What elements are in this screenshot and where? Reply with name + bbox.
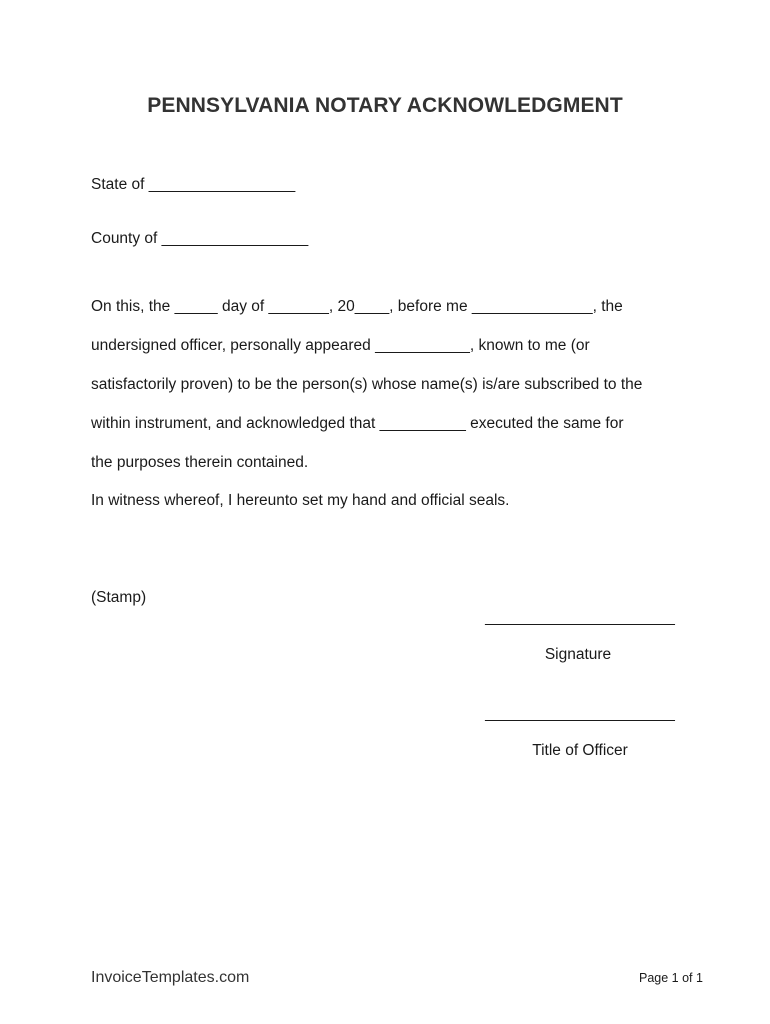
body-line-2: undersigned officer, personally appeared ___________, known to me (or (91, 337, 590, 354)
body-line-1: On this, the _____ day of _______, 20____, before me ______________, the (91, 298, 623, 315)
signature-rule: ______________________ (485, 609, 675, 626)
body-line-5: the purposes therein contained. (91, 454, 309, 471)
officer-rule: ______________________ (485, 705, 675, 722)
stamp-label: (Stamp) (91, 589, 147, 606)
county-of-line: County of _________________ (91, 230, 309, 247)
body-line-4: within instrument, and acknowledged that __________ executed the same for (91, 415, 624, 432)
signature-label: Signature (544, 646, 612, 663)
body-line-3: satisfactorily proven) to be the person(s) whose name(s) is/are subscribed to the (91, 376, 643, 393)
officer-title-label: Title of Officer (532, 742, 628, 759)
state-of-line: State of _________________ (91, 176, 296, 193)
document-title: PENNSYLVANIA NOTARY ACKNOWLEDGMENT (147, 94, 623, 117)
witness-line: In witness whereof, I hereunto set my hand and official seals. (91, 492, 510, 509)
footer-brand: InvoiceTemplates.com (91, 969, 250, 986)
page-indicator: Page 1 of 1 (639, 971, 703, 985)
